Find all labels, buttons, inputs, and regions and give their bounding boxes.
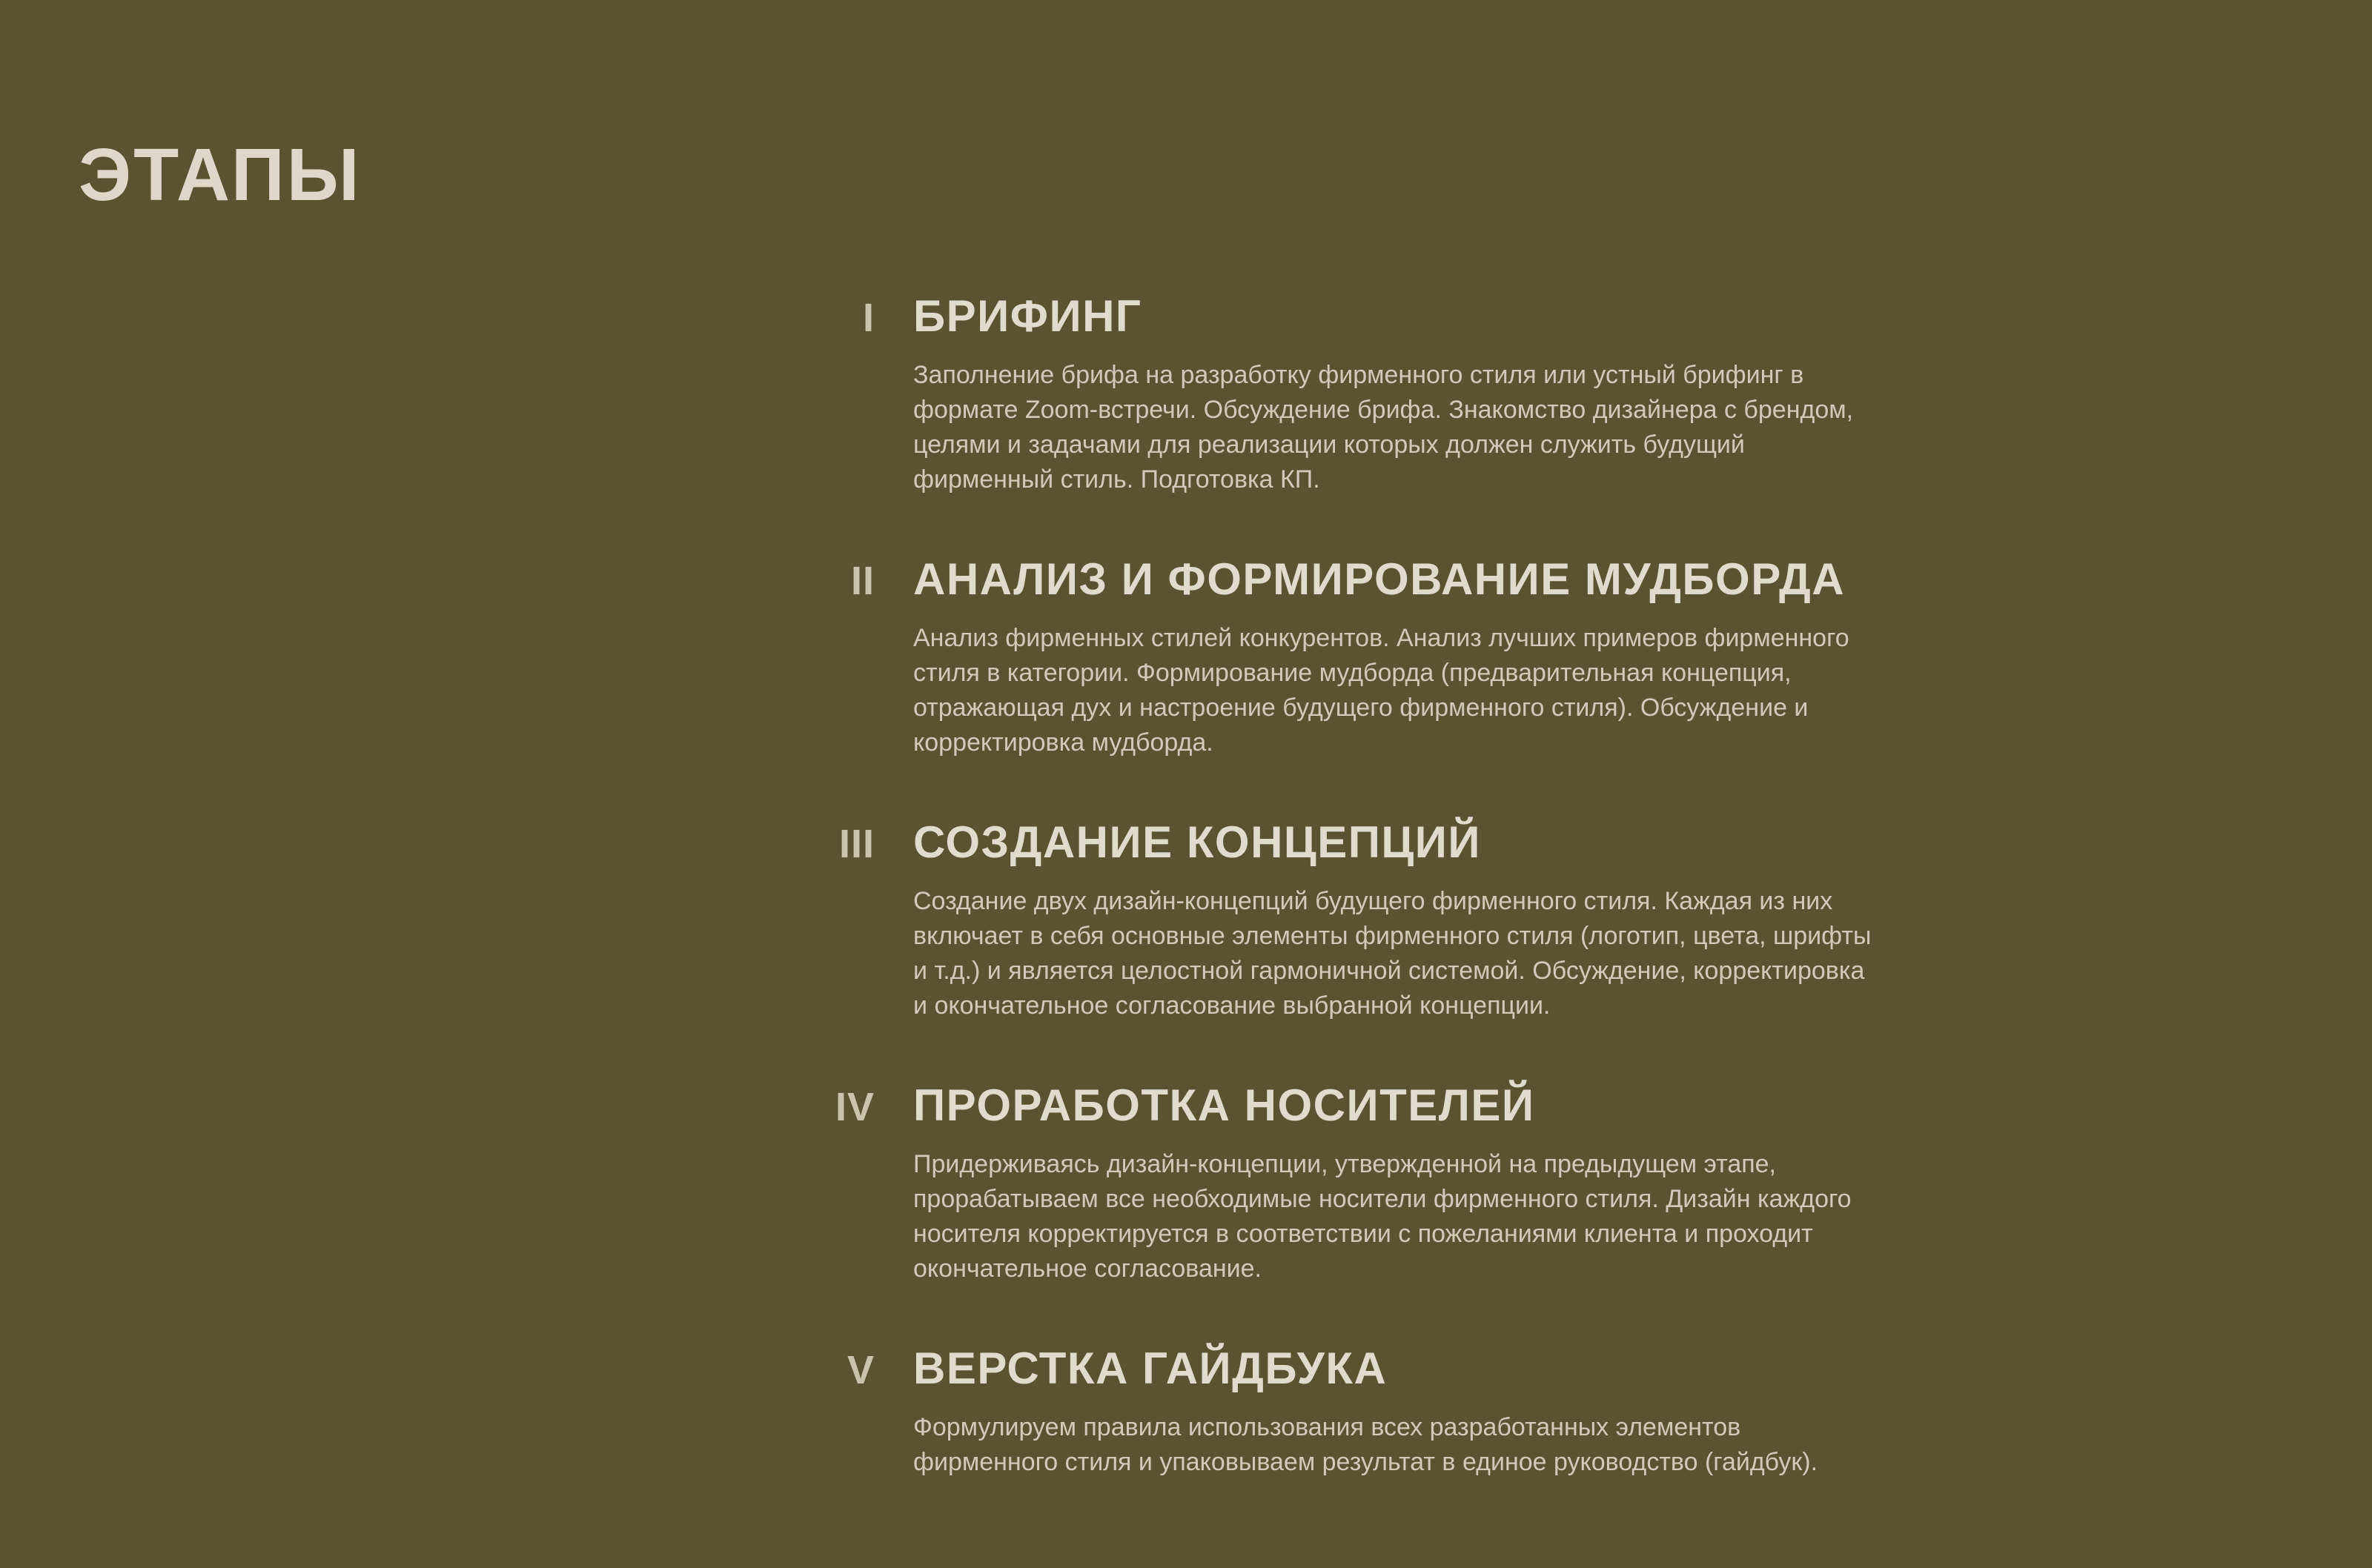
stage-heading: ПРОРАБОТКА НОСИТЕЛЕЙ [913,1080,1535,1130]
stage-description: Создание двух дизайн-концепций будущего фирменного стиля. Каждая из них включает в себя основные элементы фирменного стиля (логотип, цвета, шрифты и т.д.) и является целостной гармоничной системой. Обсуждение, корректировка и окончательное согласование выбранной концепции. [913,887,1872,1020]
stage-description: Заполнение брифа на разработку фирменного стиля или устный брифинг в формате Zoom-встречи. Обсуждение брифа. Знакомство дизайнера с брендом, целями и задачами для реализации которых должен служить будущий фирменный стиль. Подготовка КП. [913,361,1854,494]
stage-description: Придерживаясь дизайн-концепции, утвержденной на предыдущем этапе, прорабатываем все необходимые носители фирменного стиля. Дизайн каждого носителя корректируется в соответствии с пожеланиями клиента и проходит окончательное согласование. [913,1150,1852,1283]
stage-heading: ВЕРСТКА ГАЙДБУКА [913,1343,1388,1393]
stage-numeral: IV [835,1085,875,1129]
stage-item-4 [0,1080,2372,1286]
stage-heading: АНАЛИЗ И ФОРМИРОВАНИЕ МУДБОРДА [913,554,1846,604]
stage-item-2 [0,554,2372,760]
stage-heading: СОЗДАНИЕ КОНЦЕПЦИЙ [913,817,1481,867]
stage-numeral: III [838,822,875,866]
stage-item-3 [0,817,2372,1023]
stage-numeral: I [862,296,875,340]
stage-numeral: V [847,1348,875,1392]
stage-content [913,290,1877,497]
stage-content [913,1080,1877,1286]
stage-content [913,817,1877,1023]
stage-heading: БРИФИНГ [913,291,1142,341]
page-title: ЭТАПЫ [79,133,362,216]
stage-content [913,1343,1877,1480]
stage-item-1 [0,290,2372,497]
stage-content [913,554,1877,760]
stage-numeral: II [850,559,875,603]
stage-description: Анализ фирменных стилей конкурентов. Анализ лучших примеров фирменного стиля в категории. Формирование мудборда (предварительная концепция, отражающая дух и настроение будущего фирменного стиля). Обсуждение и корректировка мудборда. [913,624,1849,757]
stages-list [0,290,2372,1536]
stage-description: Формулируем правила использования всех разработанных элементов фирменного стиля и упаковываем результат в единое руководство (гайдбук). [913,1413,1818,1476]
stage-item-5 [0,1343,2372,1480]
